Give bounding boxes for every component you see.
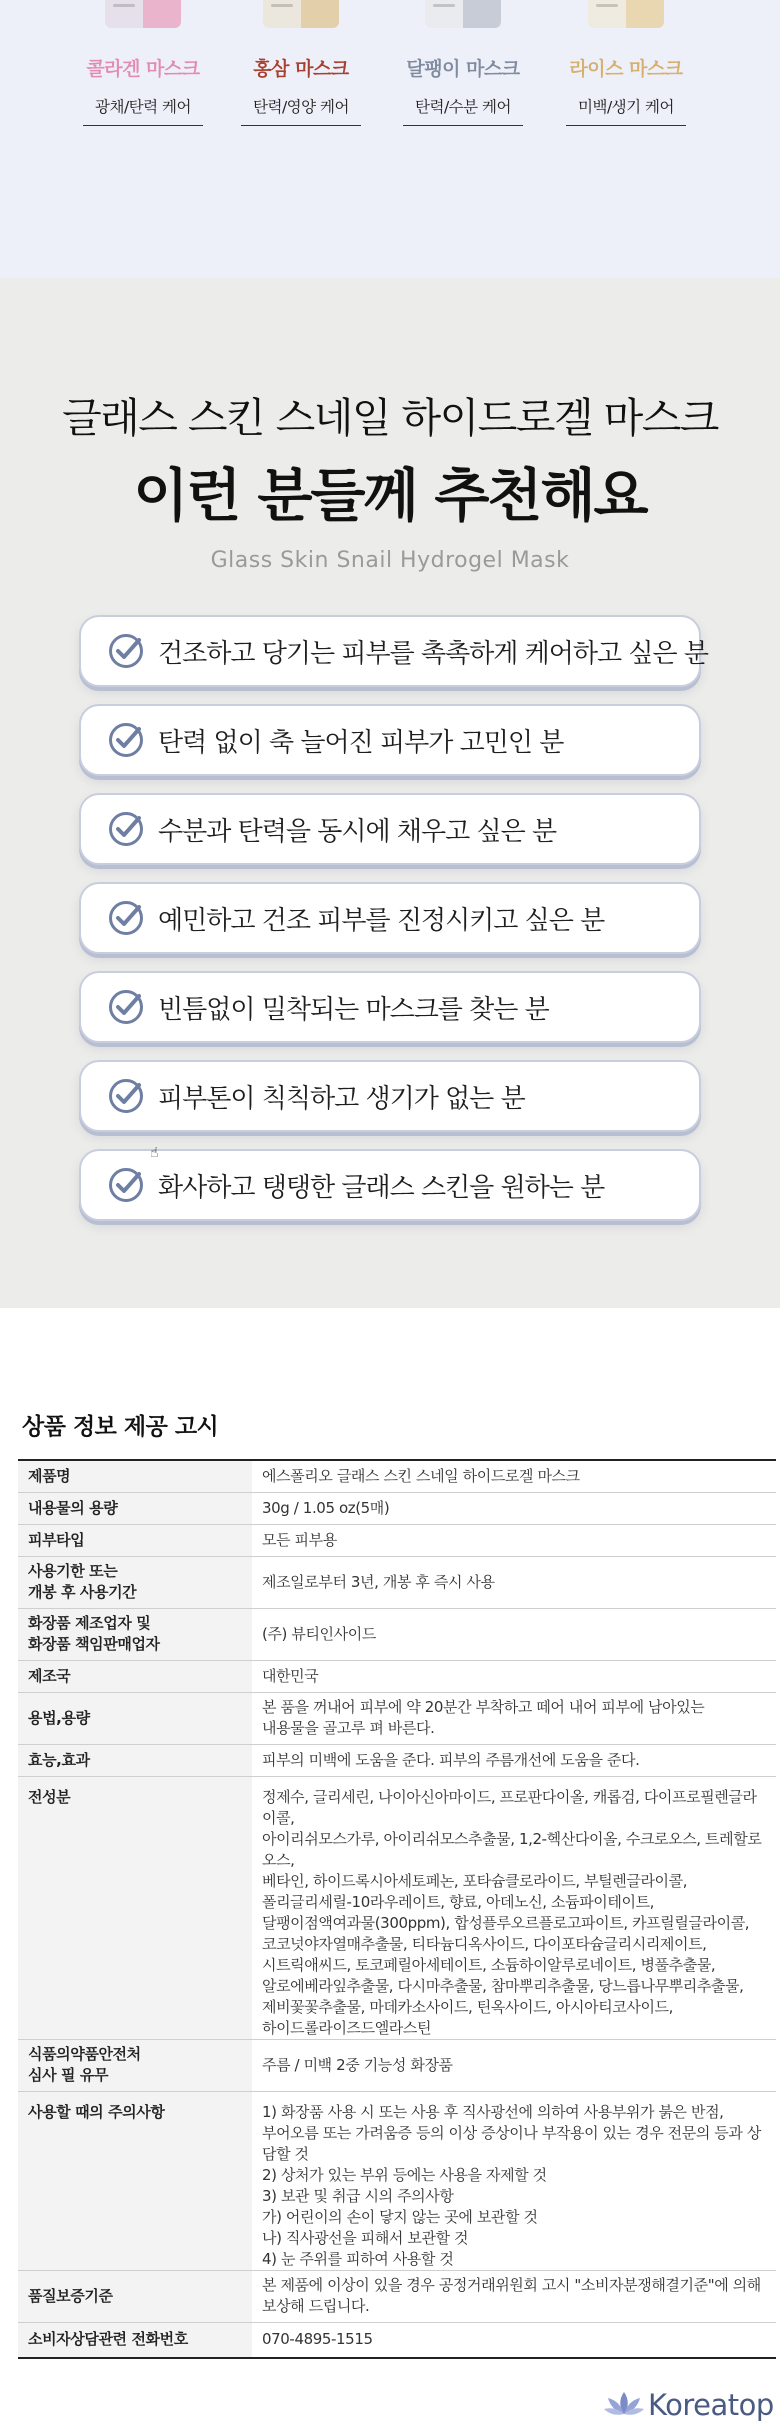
- info-row-value: 주름 / 미백 2중 기능성 화장품: [252, 2039, 776, 2091]
- recommend-subtitle: Glass Skin Snail Hydrogel Mask: [210, 548, 570, 573]
- product-thumbnail: [588, 0, 664, 28]
- recommend-item: [79, 793, 701, 865]
- product-name: 콜라겐 마스크: [86, 58, 200, 80]
- check-circle-icon: [108, 900, 144, 936]
- info-row-value: 대한민국: [252, 1660, 776, 1692]
- check-circle-icon: [108, 1167, 144, 1203]
- product-info-table: [18, 1459, 776, 2359]
- recommend-item-text: 화사하고 탱탱한 글래스 스킨을 원하는 분: [158, 1172, 605, 1203]
- product-name: 홍삼 마스크: [253, 58, 349, 80]
- info-row-key: 화장품 제조업자 및 화장품 책임판매업자: [18, 1608, 252, 1660]
- info-row-value: 30g / 1.05 oz(5매): [252, 1492, 776, 1524]
- info-title: 상품 정보 제공 고시: [22, 1414, 219, 1440]
- info-row: [18, 1660, 776, 1692]
- recommend-item: [79, 1060, 701, 1132]
- recommend-item-text: 빈틈없이 밀착되는 마스크를 찾는 분: [158, 994, 549, 1025]
- info-row-key: 용법,용량: [18, 1692, 252, 1744]
- recommend-title-line2: 이런 분들께 추천해요: [133, 463, 647, 529]
- recommend-item-text: 피부톤이 칙칙하고 생기가 없는 분: [158, 1083, 525, 1114]
- recommend-item-text: 수분과 탄력을 동시에 채우고 싶은 분: [158, 816, 557, 847]
- recommend-item: [79, 971, 701, 1043]
- info-row-key: 식품의약품안전처 심사 필 유무: [18, 2039, 252, 2091]
- info-row-key: 효능,효과: [18, 1744, 252, 1776]
- info-row-key: 내용물의 용량: [18, 1492, 252, 1524]
- product-card[interactable]: [235, 0, 367, 126]
- product-card[interactable]: [397, 0, 529, 126]
- product-thumbnail: [263, 0, 339, 28]
- lotus-icon: [604, 2390, 644, 2420]
- product-desc: 탄력/영양 케어: [241, 95, 361, 126]
- info-row: [18, 1492, 776, 1524]
- info-row-key: 제품명: [18, 1460, 252, 1492]
- info-row-value: 피부의 미백에 도움을 준다. 피부의 주름개선에 도움을 준다.: [252, 1744, 776, 1776]
- info-row: [18, 2322, 776, 2358]
- product-desc: 광채/탄력 케어: [83, 95, 203, 126]
- koreatop-logo[interactable]: [604, 2388, 774, 2422]
- info-row: [18, 2091, 776, 2270]
- info-row-value: 모든 피부용: [252, 1524, 776, 1556]
- check-circle-icon: [108, 722, 144, 758]
- info-row-key: 사용할 때의 주의사항: [18, 2091, 252, 2270]
- info-row: [18, 1524, 776, 1556]
- check-circle-icon: [108, 811, 144, 847]
- recommend-item: [79, 704, 701, 776]
- hand-cursor-icon: ☝: [150, 1145, 159, 1161]
- info-row: [18, 1744, 776, 1776]
- info-row-value: 070-4895-1515: [252, 2322, 776, 2358]
- check-circle-icon: [108, 989, 144, 1025]
- product-card[interactable]: [77, 0, 209, 126]
- info-row-value: 1) 화장품 사용 시 또는 사용 후 직사광선에 의하여 사용부위가 붉은 반점, 부어오름 또는 가려움증 등의 이상 증상이나 부작용이 있는 경우 전문의 등과 상담할 것 2) 상처가 있는 부위 등에는 사용을 자제할 것 3) 보관 및 취급 시의 주의사항 가) 어린이의 손이 닿지 않는 곳에 보관할 것 나) 직사광선을 피해서 보관할 것 4) 눈 주위를 피하여 사용할 것: [252, 2091, 776, 2270]
- info-row-key: 품질보증기준: [18, 2270, 252, 2322]
- info-row-value: 본 제품에 이상이 있을 경우 공정거래위원회 고시 "소비자분쟁해결기준"에 의해 보상해 드립니다.: [252, 2270, 776, 2322]
- recommend-item-text: 예민하고 건조 피부를 진정시키고 싶은 분: [158, 905, 605, 936]
- info-row-key: 제조국: [18, 1660, 252, 1692]
- product-thumbnail: [105, 0, 181, 28]
- recommend-item: [79, 1145, 701, 1221]
- info-row-value: 정제수, 글리세린, 나이아신아마이드, 프로판다이올, 캐롭검, 다이프로필렌글라이콜, 아이리쉬모스가루, 아이리쉬모스추출물, 1,2-헥산다이올, 수크로오스, 트레할로오스, 베타인, 하이드록시아세토페논, 포타슘클로라이드, 부틸렌글라이콜, 폴리글리세릴-10라우레이트, 향료, 아데노신, 소듐파이테이트, 달팽이점액여과물(300ppm), 합성플루오르플로고파이트, 카프릴릴글라이콜, 코코넛야자열매추출물, 티타늄디옥사이드, 다이포타슘글리시리제이트, 시트릭애씨드, 토코페릴아세테이트, 소듐하이알루로네이트, 병풀추출물, 알로에베라잎추출물, 다시마추출물, 참마뿌리추출물, 당느릅나무뿌리추출물, 제비꽃꽃추출물, 마데카소사이드, 틴옥사이드, 아시아티코사이드, 하이드롤라이즈드엘라스틴: [252, 1776, 776, 2039]
- product-desc: 미백/생기 케어: [566, 95, 686, 126]
- info-row: [18, 1776, 776, 2039]
- info-row-key: 피부타입: [18, 1524, 252, 1556]
- info-row-value: 제조일로부터 3년, 개봉 후 즉시 사용: [252, 1556, 776, 1608]
- check-circle-icon: [108, 1078, 144, 1114]
- info-row-value: 에스폴리오 글래스 스킨 스네일 하이드로겔 마스크: [252, 1460, 776, 1492]
- logo-text: Koreatop: [648, 2388, 774, 2422]
- info-row-value: 본 품을 꺼내어 피부에 약 20분간 부착하고 떼어 내어 피부에 남아있는 내용물을 골고루 펴 바른다.: [252, 1692, 776, 1744]
- info-row: [18, 1692, 776, 1744]
- recommend-item: [79, 882, 701, 954]
- product-thumbnail: [425, 0, 501, 28]
- recommend-item-text: 탄력 없이 축 늘어진 피부가 고민인 분: [158, 727, 564, 758]
- check-circle-icon: [108, 633, 144, 669]
- info-row-key: 소비자상담관련 전화번호: [18, 2322, 252, 2358]
- info-row: [18, 1556, 776, 1608]
- info-row: [18, 1608, 776, 1660]
- product-lineup: [0, 0, 780, 278]
- info-row-key: 사용기한 또는 개봉 후 사용기간: [18, 1556, 252, 1608]
- product-name: 라이스 마스크: [569, 58, 683, 80]
- recommend-item: [79, 615, 709, 687]
- info-row: [18, 2270, 776, 2322]
- recommend-item-text: 건조하고 당기는 피부를 촉촉하게 케어하고 싶은 분: [158, 638, 709, 669]
- recommend-title-line1: 글래스 스킨 스네일 하이드로겔 마스크: [62, 394, 718, 442]
- info-row: [18, 1460, 776, 1492]
- product-card[interactable]: [560, 0, 692, 126]
- info-row-value: (주) 뷰티인사이드: [252, 1608, 776, 1660]
- info-row: [18, 2039, 776, 2091]
- product-desc: 탄력/수분 케어: [403, 95, 523, 126]
- product-name: 달팽이 마스크: [406, 58, 520, 80]
- info-row-key: 전성분: [18, 1776, 252, 2039]
